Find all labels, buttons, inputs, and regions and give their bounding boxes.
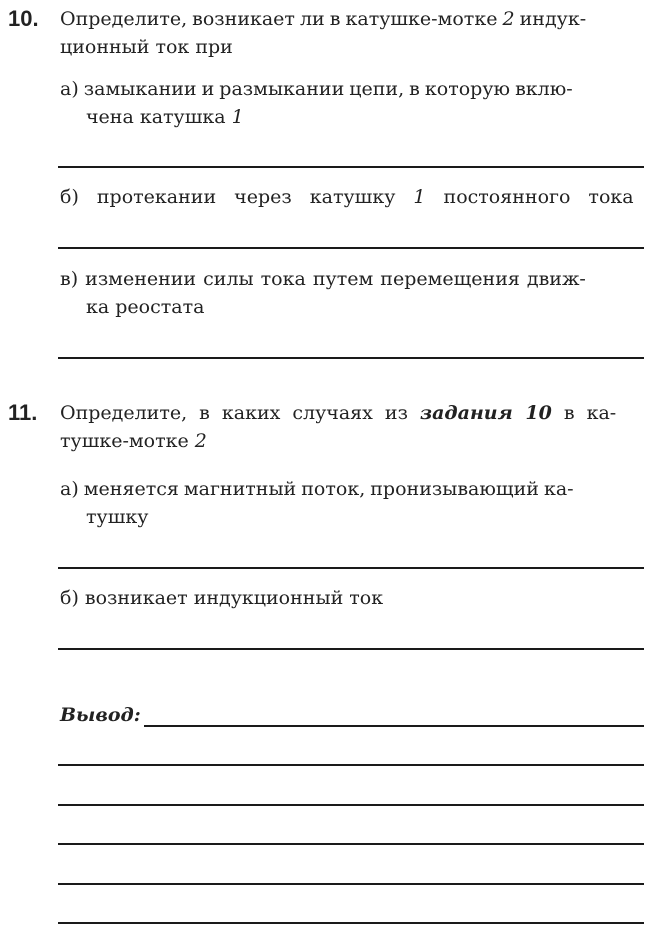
answer-line-11b[interactable] [58,648,644,650]
conclusion-line-3[interactable] [58,804,644,806]
conclusion-line-6[interactable] [58,922,644,924]
task-11-option-b-line-1: б) возникает индукционный ток [60,587,384,609]
conclusion-line-1[interactable] [144,725,644,727]
conclusion-line-5[interactable] [58,883,644,885]
answer-line-10c[interactable] [58,357,644,359]
task-10-option-a-line-1: а) замыкании и размыкании цепи, в которую вклю- [60,78,573,100]
answer-line-11a[interactable] [58,567,644,569]
task-10-option-a-line-2: чена катушка 1 [86,106,244,128]
task-11-option-a-line-2: тушку [86,506,149,528]
task-10-option-c-line-1: в) изменении силы тока путем перемещения движ- [60,268,586,290]
task-10-number: 10. [8,6,39,31]
task-11-question-line-2: тушке-мотке 2 [60,430,207,452]
task-11-number: 11. [8,400,38,425]
task-10-question-line-1: Определите, возникает ли в катушке-мотке 2 индук- [60,8,587,30]
task-10-option-c-line-2: ка реостата [86,296,205,318]
conclusion-line-2[interactable] [58,764,644,766]
task-10-option-b-line-1: б) протекании через катушку 1 постоянного тока [60,186,634,208]
conclusion-line-4[interactable] [58,843,644,845]
task-10-question-line-2: ционный ток при [60,36,233,58]
task-11-question-line-1: Определите, в каких случаях из задания 10 в ка- [60,402,617,424]
conclusion-label: Вывод: [60,704,141,726]
answer-line-10b[interactable] [58,247,644,249]
answer-line-10a[interactable] [58,166,644,168]
task-11-option-a-line-1: а) меняется магнитный поток, пронизывающий ка- [60,478,574,500]
